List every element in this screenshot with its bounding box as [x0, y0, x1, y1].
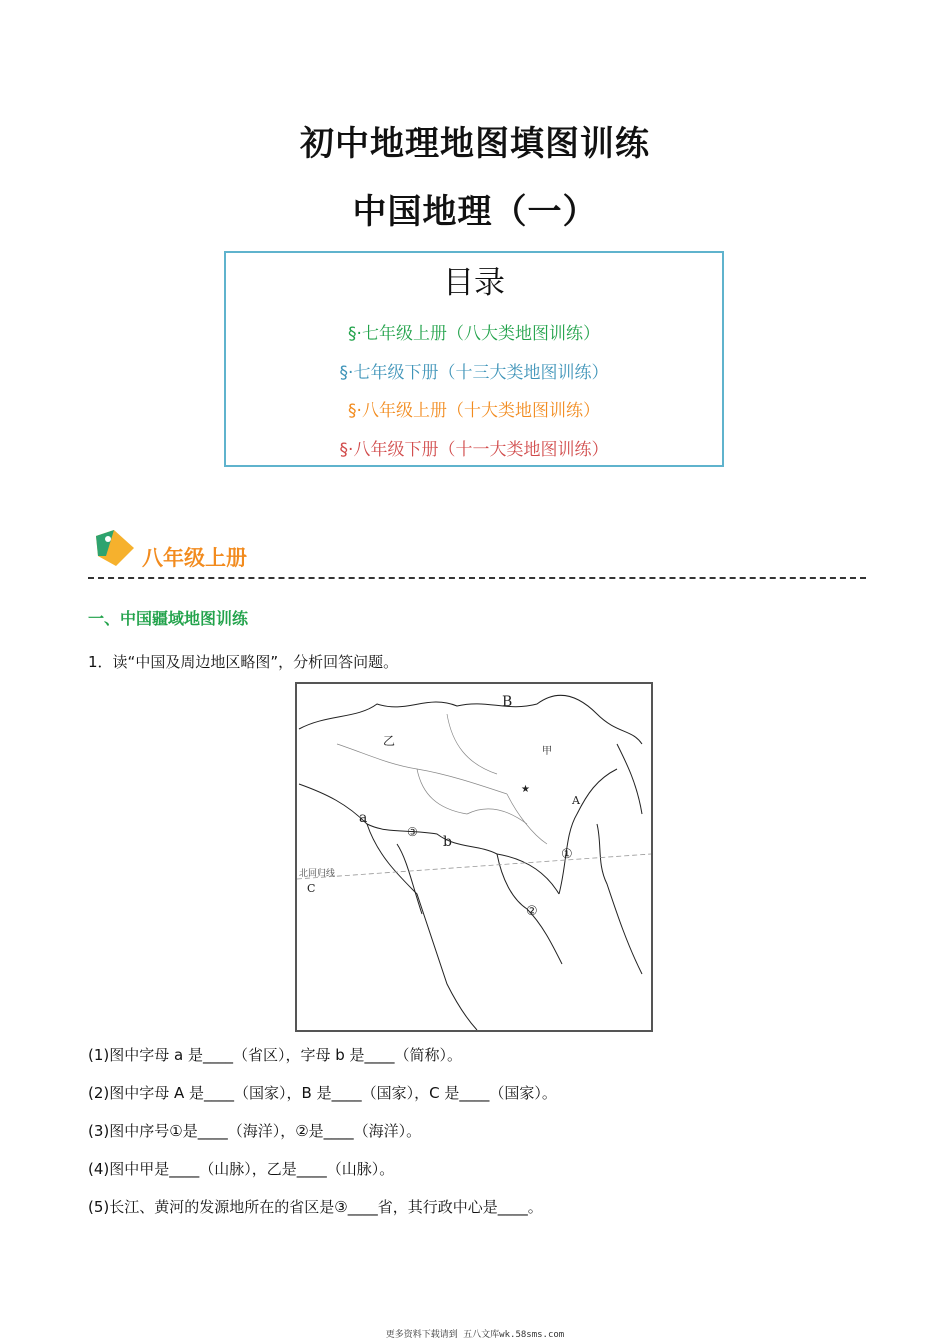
- table-of-contents: [224, 251, 724, 467]
- toc-item-grade8-vol2[interactable]: §·八年级下册（十一大类地图训练）: [339, 440, 609, 460]
- map-label-1: ①: [561, 847, 573, 862]
- toc-item-grade8-vol1[interactable]: §·八年级上册（十大类地图训练）: [348, 401, 600, 421]
- china-region-map: [295, 682, 653, 1032]
- map-label-3: ③: [407, 825, 418, 839]
- map-label-b: b: [443, 834, 452, 850]
- tag-icon: [92, 526, 138, 568]
- map-label-2: ②: [526, 904, 538, 919]
- sub-question-4: (4)图中甲是____（山脉），乙是____（山脉）。: [88, 1160, 395, 1178]
- map-label-a: a: [359, 810, 368, 826]
- map-label-B: B: [502, 694, 513, 710]
- subsection-title: 一、中国疆域地图训练: [88, 609, 249, 628]
- tropic-label: 北回归线: [299, 869, 336, 879]
- map-label-A: A: [572, 794, 580, 807]
- toc-item-grade7-vol2[interactable]: §·七年级下册（十三大类地图训练）: [339, 363, 609, 383]
- map-label-yi: 乙: [383, 734, 396, 748]
- sub-question-5: (5)长江、黄河的发源地所在的省区是③____省，其行政中心是____。: [88, 1198, 543, 1216]
- map-label-jia: 甲: [542, 746, 552, 757]
- map-label-C: C: [307, 882, 316, 895]
- capital-star-icon: ★: [521, 784, 530, 795]
- map-outline: [297, 684, 651, 1030]
- toc-heading: 目录: [443, 265, 505, 301]
- question-stem: 1．读“中国及周边地区略图”，分析回答问题。: [88, 653, 399, 671]
- document-title: 初中地理地图填图训练: [300, 124, 650, 164]
- section-title: 八年级上册: [142, 546, 247, 570]
- document-subtitle: 中国地理（一）: [352, 192, 598, 232]
- toc-item-grade7-vol1[interactable]: §·七年级上册（八大类地图训练）: [348, 324, 600, 344]
- section-divider: [88, 577, 866, 579]
- sub-question-1: (1)图中字母 a 是____（省区），字母 b 是____（简称）。: [88, 1046, 463, 1064]
- sub-question-3: (3)图中序号①是____（海洋），②是____（海洋）。: [88, 1122, 422, 1140]
- page-footer: 更多资料下载请到 五八文库wk.58sms.com: [385, 1330, 565, 1340]
- sub-question-2: (2)图中字母 A 是____（国家），B 是____（国家），C 是____（国家）。: [88, 1084, 557, 1102]
